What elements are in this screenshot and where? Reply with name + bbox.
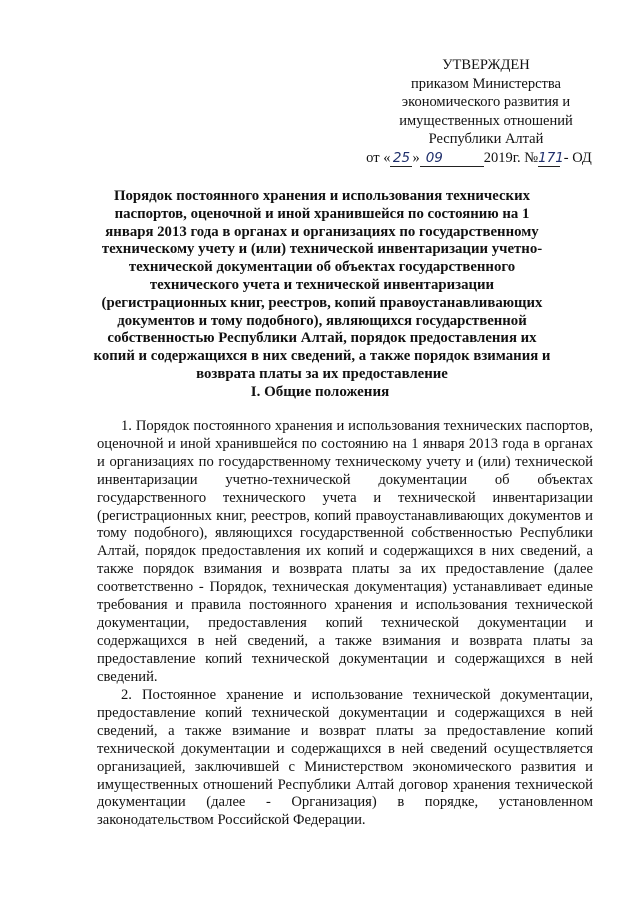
handwritten-day: 25: [390, 151, 412, 167]
order-suffix: - ОД: [563, 149, 592, 166]
approval-heading: УТВЕРЖДЕН: [442, 57, 530, 73]
paragraph-2: 2. Постоянное хранение и использование технической документации, предоставление копий технической документации и содержащихся в ней сведений, а также взимание и возврат платы за предоставление копий технической документации и содержащихся в ней сведений осуществляется организацией, заключившей с Министерством экономического развития и имущественных отношений Республики Алтай договор хранения технической документации (далее - Организация) в порядке, установленном законодательством Российской Федерации.: [97, 687, 593, 829]
approval-line-ministry: экономического развития и: [401, 94, 571, 110]
approval-date-line: [362, 149, 596, 168]
date-year: 2019г. №: [483, 149, 539, 166]
document-title: Порядок постоянного хранения и использования технических паспортов, оценочной и иной хранившейся по состоянию на 1 января 2013 года в органах и организациях по государственному техническому учету и (или) технической инвентаризации учетно-технической документации об объектах государственного технического учета и технической инвентаризации (регистрационных книг, реестров, копий правоустанавливающих документов и тому подобного), являющихся государственной собственностью Республики Алтай, порядок предоставления их копий и содержащихся в них сведений, а также порядок взимания и возврата платы за их предоставление: [93, 188, 551, 382]
paragraph-1: 1. Порядок постоянного хранения и использования технических паспортов, оценочной и иной хранившейся по состоянию на 1 января 2013 года в органах и организациях по государственному техническому учету и (или) технической инвентаризации учетно-технической документации об объектах государственного технического учета и технической инвентаризации (регистрационных книг, реестров, копий правоустанавливающих документов и тому подобного), являющихся государственной собственностью Республики Алтай, порядок предоставления их копий и содержащихся в них сведений, а также порядок взимания и возврата платы за их предоставление (далее соответственно - Порядок, техническая документация) устанавливает единые требования и правила постоянного хранения и использования технической документации, предоставления копий технической документации и содержащихся в ней сведений, а также взимания и возврата платы за предоставление копий технической документации и содержащихся в ней сведений.: [97, 418, 593, 685]
handwritten-order-number: 171: [538, 149, 564, 166]
approval-line-republic: Республики Алтай: [428, 131, 544, 147]
handwritten-month: 09: [420, 151, 484, 167]
approval-stamp: [366, 56, 596, 167]
date-mid: »: [412, 149, 420, 166]
approval-line-order: приказом Министерства: [411, 75, 561, 92]
date-prefix: от «: [366, 149, 391, 166]
approval-line-property: имущественных отношений: [399, 112, 573, 129]
section-heading: I. Общие положения: [250, 384, 390, 400]
